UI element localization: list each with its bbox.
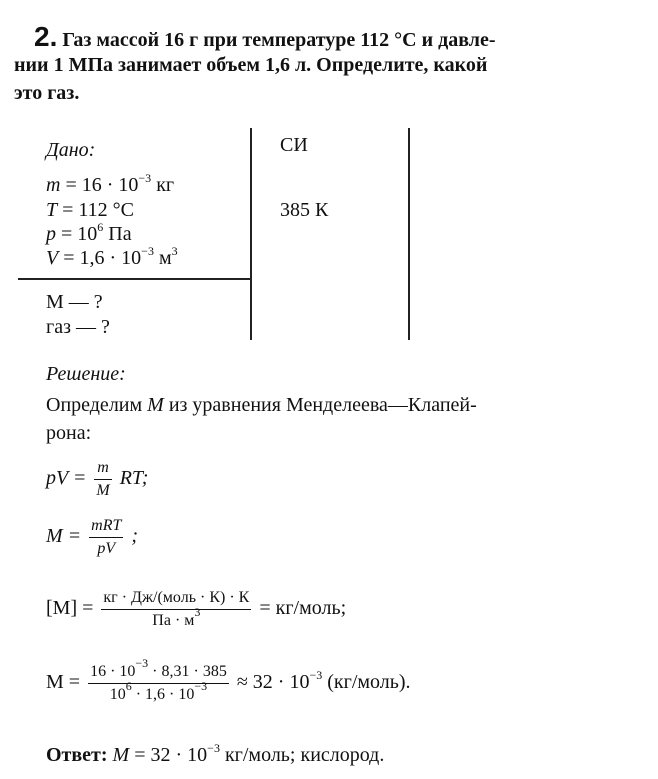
problem-line-3: это газ. xyxy=(14,82,80,104)
answer: Ответ: $M = 32 \cdot 10^{-3}$ кг/моль; кислород. xyxy=(46,741,385,766)
equation-ideal-gas: pV = $\frac{m}{M}$ RT; xyxy=(46,459,149,499)
problem-line-1: Газ массой 16 г при температуре 112 °С и давле- xyxy=(62,29,496,51)
si-heading: СИ xyxy=(280,134,308,156)
problem-number: 2. xyxy=(34,21,58,52)
given-volume: $V = 1,6 \cdot 10^{-3}$ $м^3$ xyxy=(46,244,178,269)
solution-intro: Определим M из уравнения Менделеева—Клапей- xyxy=(46,394,477,416)
given-mass: $m = 16 \cdot 10^{-3}$ кг xyxy=(46,171,175,196)
given-heading: Дано: xyxy=(46,139,96,161)
solution-heading: Решение: xyxy=(46,363,126,385)
equation-numeric: M = $\frac{16 \cdot 10^{-3} \cdot 8,31 \cdot 385}{10^6 \cdot 1,6 \cdot 10^{-3}}$ ≈ $32 \cdot 10^{-3}$ (кг/моль). xyxy=(46,656,411,703)
given-temperature: T = 112 °С xyxy=(46,199,134,221)
equation-molar-mass: M = $\frac{\text{mRT}}{pV}$ ; xyxy=(46,517,139,557)
given-divider-horizontal xyxy=(18,278,252,280)
find-molar-mass: M — ? xyxy=(46,291,103,313)
find-gas: газ — ? xyxy=(46,316,110,338)
given-pressure: $p = 10^6$ Па xyxy=(46,220,132,245)
given-divider-vertical xyxy=(250,128,252,340)
problem-line-2: нии 1 МПа занимает объем 1,6 л. Определите, какой xyxy=(14,54,488,76)
problem-statement xyxy=(34,21,496,53)
solution-intro-cont: рона: xyxy=(46,422,92,444)
si-temperature: 385 К xyxy=(280,199,329,221)
equation-units: [M] = $\frac{\text{кг · Дж/(моль · К) · К}}{Па \cdot м^3}$ = кг/моль; xyxy=(46,589,347,629)
si-divider-vertical xyxy=(408,128,410,340)
